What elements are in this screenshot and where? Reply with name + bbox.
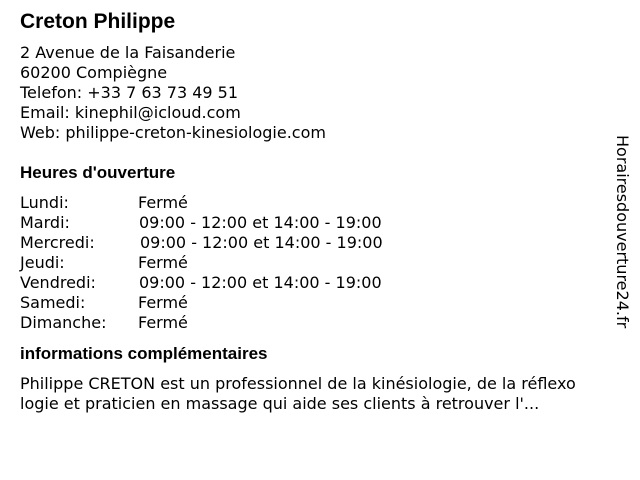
hours-row-monday — [20, 193, 610, 213]
additional-info-heading: informations complémentaires — [20, 344, 268, 363]
day-hours: Fermé — [138, 193, 188, 212]
day-label: Lundi: — [20, 193, 69, 212]
site-watermark: Horairesdouverture24.fr — [613, 135, 632, 329]
address-city: 60200 Compiègne — [20, 63, 168, 82]
day-hours: 09:00 - 12:00 et 14:00 - 19:00 — [139, 213, 382, 232]
hours-row-wednesday — [20, 233, 610, 253]
business-card — [20, 10, 610, 414]
opening-hours-table — [20, 193, 610, 333]
day-hours: Fermé — [138, 293, 188, 312]
description-line-1: Philippe CRETON est un professionnel de la kinésiologie, de la réflexo — [20, 374, 576, 393]
hours-row-friday — [20, 273, 610, 293]
website-line[interactable]: Web: philippe-creton-kinesiologie.com — [20, 123, 326, 142]
hours-row-thursday — [20, 253, 610, 273]
day-label: Mercredi: — [20, 233, 95, 252]
phone-line[interactable]: Telefon: +33 7 63 73 49 51 — [20, 83, 239, 102]
hours-row-tuesday — [20, 213, 610, 233]
day-hours: Fermé — [138, 253, 188, 272]
opening-hours-heading: Heures d'ouverture — [20, 163, 176, 182]
description-line-2: logie et praticien en massage qui aide ses clients à retrouver l'... — [20, 394, 540, 413]
day-label: Mardi: — [20, 213, 70, 232]
day-label: Vendredi: — [20, 273, 96, 292]
email-line[interactable]: Email: kinephil@icloud.com — [20, 103, 241, 122]
business-name: Creton Philippe — [20, 10, 176, 33]
hours-row-saturday — [20, 293, 610, 313]
day-hours: 09:00 - 12:00 et 14:00 - 19:00 — [140, 233, 383, 252]
day-label: Samedi: — [20, 293, 86, 312]
day-label: Dimanche: — [20, 313, 107, 332]
hours-row-sunday — [20, 313, 610, 333]
day-hours: 09:00 - 12:00 et 14:00 - 19:00 — [139, 273, 382, 292]
address-street: 2 Avenue de la Faisanderie — [20, 43, 236, 62]
day-label: Jeudi: — [20, 253, 65, 272]
day-hours: Fermé — [138, 313, 188, 332]
